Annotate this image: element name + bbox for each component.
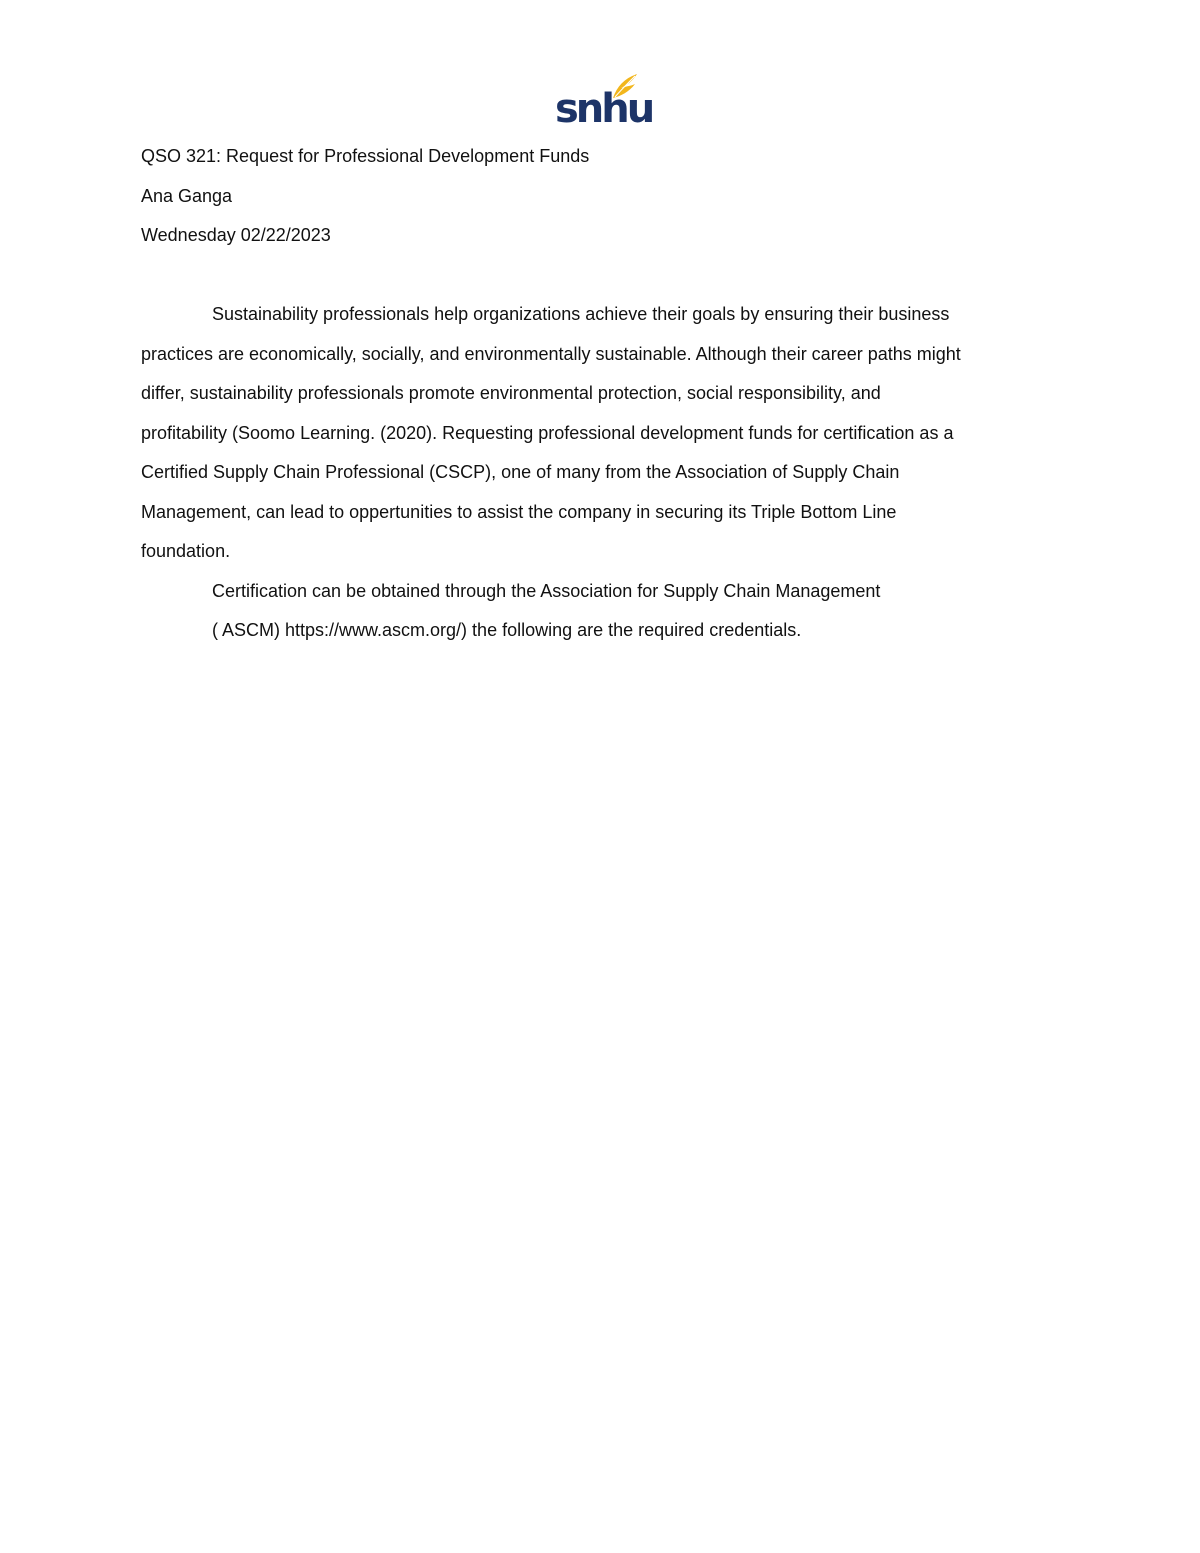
snhu-logo: [555, 72, 653, 134]
paragraph-line: practices are economically, socially, and environmentally sustainable. Although their career paths might: [141, 344, 961, 364]
paragraph-line: Sustainability professionals help organizations achieve their goals by ensuring their business: [212, 304, 950, 324]
document-date: Wednesday 02/22/2023: [141, 225, 331, 245]
author-name: Ana Ganga: [141, 186, 233, 206]
paragraph-line: Certified Supply Chain Professional (CSCP), one of many from the Association of Supply Chain: [141, 462, 900, 482]
paragraph-line: foundation.: [141, 541, 231, 561]
paragraph-line: differ, sustainability professionals promote environmental protection, social responsibility, and: [141, 383, 881, 403]
logo-wordmark: snhu: [555, 86, 653, 132]
paragraph-line: ( ASCM) https://www.ascm.org/) the following are the required credentials.: [212, 620, 802, 640]
paragraph-line: Management, can lead to oppertunities to assist the company in securing its Triple Bottom Line: [141, 502, 897, 522]
paragraph-line: profitability (Soomo Learning. (2020). Requesting professional development funds for certification as a: [141, 423, 954, 443]
document-title: QSO 321: Request for Professional Development Funds: [141, 146, 590, 166]
paragraph-line: Certification can be obtained through the Association for Supply Chain Management: [212, 581, 881, 601]
